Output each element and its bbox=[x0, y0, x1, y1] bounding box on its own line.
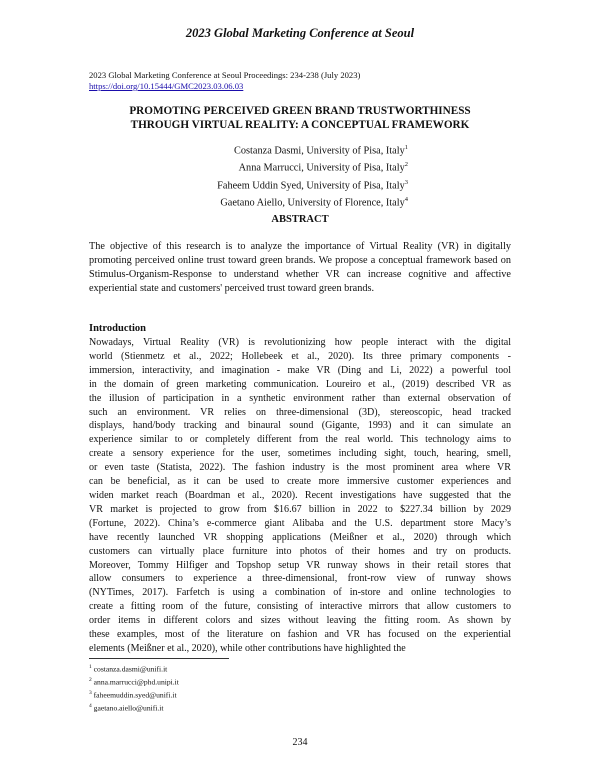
author-line: Faheem Uddin Syed, University of Pisa, Italy$^3$ bbox=[217, 178, 408, 192]
proceedings-citation: 2023 Global Marketing Conference at Seoul Proceedings: 234-238 (July 2023) bbox=[89, 70, 361, 80]
footnote: $^2$ anna.marrucci@phd.unipi.it bbox=[89, 677, 179, 687]
body-line: (Fortune, 2022). China’s e-commerce giant Alibaba and the U.S. department store Macy’s bbox=[89, 517, 511, 529]
body-line: Nowadays, Virtual Reality (VR) is revolutionizing how people interact with the digital bbox=[89, 337, 511, 348]
body-line: create a sensory experience for the user, sometimes including sight, touch, hearing, smell, bbox=[89, 448, 511, 460]
body-line: displays, hand/body tracking and binaural sound (Gigante, 1993) and it can simulate an bbox=[89, 420, 511, 432]
body-line: or even taste (Statista, 2022). The fashion industry is the most prominent area where VR bbox=[89, 462, 511, 474]
title-line-2: THROUGH VIRTUAL REALITY: A CONCEPTUAL FRAMEWORK bbox=[130, 119, 470, 131]
body-line: the illusion of participation in a synthetic environment rather than external observation of bbox=[89, 392, 511, 404]
body-line: VR market is projected to grow from $16.67 billion in 2022 to $227.34 billion by 2029 bbox=[89, 503, 511, 515]
footnote: $^3$ faheemuddin.syed@unifi.it bbox=[89, 690, 177, 700]
body-line: such an environment. VR relies on three-dimensional (3D), stereoscopic, head tracked bbox=[89, 406, 511, 418]
body-line: world (Stienmetz et al., 2022; Hollebeek et al., 2020). Its three primary components - bbox=[89, 350, 511, 362]
body-line: immersion, interactivity, and imagination - make VR (Ding and Li, 2022) a powerful tool bbox=[89, 364, 511, 376]
abstract-text: The objective of this research is to analyze the importance of Virtual Reality (VR) in digitally promoting perceived online trust toward green brands. We propose a conceptual framework based on Stimulus-Organism-Response to understand whether VR can increase cognitive and affective experiential state and customers' perceived trust toward green brands. bbox=[89, 241, 511, 294]
introduction-heading: Introduction bbox=[89, 323, 146, 334]
author-line: Costanza Dasmi, University of Pisa, Italy$^1$ bbox=[234, 144, 408, 157]
doi-link[interactable]: https://doi.org/10.15444/GMC2023.03.06.03 bbox=[89, 81, 244, 91]
body-line: allow consumers to experience a three-dimensional, front-row view of runway shows bbox=[89, 573, 511, 585]
author-list bbox=[150, 141, 450, 211]
body-line: (NYTimes, 2017). Farfetch is using a combination of in-store and online technologies to bbox=[89, 587, 511, 599]
footnotes bbox=[89, 662, 179, 714]
running-header: 2023 Global Marketing Conference at Seoul bbox=[185, 26, 415, 40]
title-line-1: PROMOTING PERCEIVED GREEN BRAND TRUSTWORTHINESS bbox=[129, 105, 471, 117]
body-line: order items in different colors and sizes without leaving the fitting room. As shown by bbox=[89, 615, 511, 627]
page-number: 234 bbox=[292, 737, 308, 748]
paper-title bbox=[60, 104, 540, 132]
citation-block bbox=[89, 70, 360, 92]
body-line: these examples, most of the literature on fashion and VR has focused on the experiential bbox=[89, 629, 511, 641]
introduction-body bbox=[89, 336, 511, 656]
footnote-divider bbox=[89, 658, 229, 659]
footnote: $^4$ gaetano.aiello@unifi.it bbox=[89, 703, 164, 713]
footnote: $^1$ costanza.dasmi@unifi.it bbox=[89, 664, 168, 674]
body-line: create a fitting room of the future, consisting of interactive mirrors that allow customers to bbox=[89, 601, 511, 613]
body-line: experience similar to or completely different from the real world. This technology aims to bbox=[89, 434, 511, 446]
abstract-heading: ABSTRACT bbox=[271, 214, 329, 225]
body-line: have recently launched VR shopping applications (Meißner et al., 2020) through which bbox=[89, 531, 511, 543]
body-line: widen market reach (Boardman et al., 2020). Recent investigations have suggested that the bbox=[89, 489, 511, 501]
body-line: Moreover, Tommy Hilfiger and Topshop setup VR runway shows in their retail stores that bbox=[89, 559, 511, 571]
body-line: in the domain of green marketing communication. Loureiro et al., (2019) described VR as bbox=[89, 378, 511, 390]
body-line: elements (Meißner et al., 2020), while other contributions have highlighted the bbox=[89, 642, 406, 654]
author-line: Anna Marrucci, University of Pisa, Italy$^2$ bbox=[238, 161, 408, 174]
author-line: Gaetano Aiello, University of Florence, Italy$^4$ bbox=[220, 196, 408, 209]
body-line: customers can virtually place furniture into photos of their homes and try on products. bbox=[89, 545, 511, 557]
body-line: can be beneficial, as it can be used to create more immersive customer experiences and bbox=[89, 476, 511, 488]
